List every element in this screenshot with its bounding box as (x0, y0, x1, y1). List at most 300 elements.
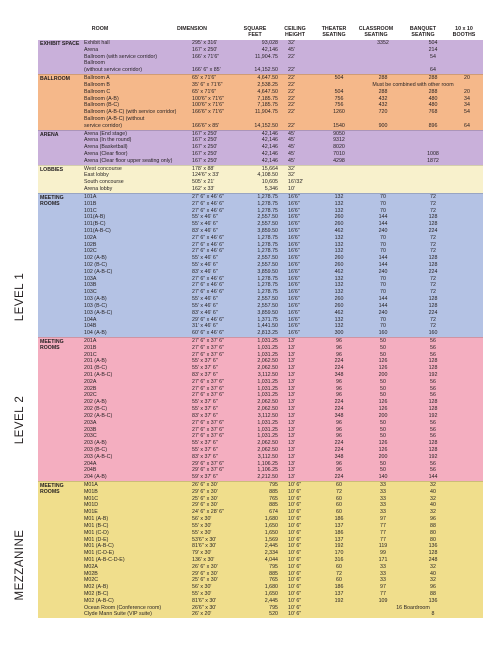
cell-th: 96 (336, 467, 342, 474)
cell-dim: 136' x 30' (192, 556, 215, 563)
table-row (38, 166, 483, 173)
cell-name: M01 (C-D-E) (84, 550, 115, 557)
cell-th: 96 (336, 344, 342, 351)
cell-name: M01 (B-C) (84, 522, 109, 529)
cell-th: 224 (334, 399, 344, 406)
cell-sqft: 765 (269, 577, 278, 584)
cell-name: 203 (B-C) (84, 446, 107, 453)
cell-th: 96 (336, 460, 342, 467)
cell-dim: 35' 6" x 71'6" (192, 81, 223, 88)
cell-cl: 144 (378, 221, 388, 228)
cell-dim: 55' x 46' 6" (192, 214, 218, 221)
cell-name: M01 (A-B) (84, 516, 109, 523)
table-row (38, 172, 483, 179)
cell-bo: 64 (464, 122, 470, 129)
cell-dim: 55' x 37' 6" (192, 446, 218, 453)
cell-name: 203A (84, 419, 97, 426)
table-row (38, 75, 483, 82)
cell-cl: 140 (378, 474, 388, 481)
cell-bq: 288 (428, 75, 438, 82)
cell-cl: 50 (380, 344, 386, 351)
cell-ceil: 10' 6" (288, 597, 302, 604)
cell-ceil: 22' (288, 75, 295, 82)
cell-sqft: 2,334 (264, 550, 278, 557)
cell-bq: 56 (430, 419, 436, 426)
cell-dim: 79' x 30' (192, 550, 212, 557)
cell-cl: 50 (380, 433, 386, 440)
cell-name: 204B (84, 467, 97, 474)
cell-th: 96 (336, 385, 342, 392)
cell-th: 96 (336, 433, 342, 440)
cell-sqft: 93,028 (261, 40, 278, 46)
cell-cl: 119 (378, 543, 388, 550)
header-classroom: CLASSROOM SEATING (358, 26, 394, 38)
cell-sqft: 2,212.50 (257, 474, 278, 481)
cell-bq: 72 (430, 289, 436, 296)
table-row (38, 577, 483, 584)
header-banquet: BANQUET SEATING (409, 26, 437, 38)
cell-sqft: 3,112.50 (257, 372, 278, 378)
cell-dim: 81'6" x 30' (192, 597, 217, 604)
cell-dim: 167' x 250' (192, 137, 218, 144)
cell-dim: 55' x 46' 6" (192, 262, 218, 268)
cell-cl: 70 (380, 200, 386, 207)
cell-sqft: 2,557.50 (257, 255, 278, 262)
cell-sqft: 1,278.75 (257, 282, 278, 289)
cell-bq: 136 (428, 597, 438, 604)
cell-th: 7010 (333, 151, 345, 157)
cell-th: 260 (334, 221, 344, 228)
cell-cl: 200 (378, 372, 388, 378)
cell-th: 137 (334, 591, 344, 597)
cell-th: 132 (334, 323, 344, 330)
cell-sqft: 2,557.50 (257, 221, 278, 228)
cell-sqft: 1,278.75 (257, 193, 278, 200)
table-row (38, 345, 483, 352)
cell-sqft: 42,146 (261, 151, 278, 157)
cell-cl: 33 (380, 577, 386, 584)
cell-bq: 88 (430, 522, 436, 529)
cell-ceil: 16'6" (288, 316, 300, 323)
table-row (38, 179, 483, 186)
cell-th: 60 (336, 502, 342, 509)
cell-th: 756 (334, 95, 344, 102)
cell-cl: 50 (380, 378, 386, 385)
cell-th: 192 (334, 543, 344, 550)
cell-th: 260 (334, 302, 344, 309)
cell-bq: 56 (430, 337, 436, 344)
cell-sqft: 1,106.25 (257, 467, 278, 474)
table-row (38, 242, 483, 249)
cell-bq: 144 (428, 474, 438, 481)
section-title: LOBBIES (40, 166, 64, 173)
cell-cl: 240 (378, 227, 388, 234)
cell-bq: 128 (428, 255, 438, 262)
cell-sqft: 14,152.50 (254, 122, 278, 129)
cell-cl: 70 (380, 275, 386, 282)
table-row (38, 433, 483, 440)
cell-cl: 50 (380, 426, 386, 433)
cell-ceil: 13' (288, 412, 295, 419)
cell-sqft: 765 (269, 495, 278, 502)
cell-sqft: 1,441.50 (257, 323, 278, 330)
cell-dim: 26' 6" x 30' (192, 563, 218, 570)
cell-sqft: 14,152.50 (254, 67, 278, 74)
cell-bq: 56 (430, 378, 436, 385)
cell-bq: 224 (428, 309, 438, 316)
cell-bo: 34 (464, 95, 470, 102)
cell-dim: 27' 6" x 37' 6" (192, 337, 224, 344)
cell-sqft: 2,445 (264, 543, 278, 550)
cell-sqft: 795 (269, 563, 278, 570)
cell-sqft: 42,146 (261, 46, 278, 53)
cell-dim: 100'6" x 71'6" (192, 102, 224, 109)
cell-ceil: 45' (288, 46, 295, 53)
cell-sqft: 10,605 (261, 179, 278, 186)
cell-name: 204A (84, 460, 97, 467)
table-row (38, 235, 483, 242)
cell-sqft: 1,106.25 (257, 460, 278, 467)
header-theater: THEATER SEATING (321, 26, 347, 38)
cell-name: Ballroom (A-B-C) (with service corridor) (84, 109, 177, 116)
cell-name: Ballroom (A-B-C) (without (84, 115, 145, 122)
cell-name: 202 (A-B-C) (84, 412, 113, 419)
cell-ceil: 13' (288, 433, 295, 440)
table-row (38, 228, 483, 235)
table-row (38, 338, 483, 345)
cell-bq: 192 (428, 412, 438, 419)
cell-name: South concourse (84, 179, 124, 186)
cell-sqft: 1,650 (264, 529, 278, 536)
cell-bq: 128 (428, 406, 438, 413)
cell-sqft: 42,146 (261, 157, 278, 164)
cell-th: 224 (334, 358, 344, 365)
cell-cl: 50 (380, 460, 386, 467)
table-row (38, 399, 483, 406)
cell-sqft: 3,859.50 (257, 227, 278, 234)
cell-th: 132 (334, 193, 344, 200)
table-row (38, 151, 483, 158)
cell-sqft: 1,031.25 (257, 392, 278, 399)
table-row (38, 201, 483, 208)
cell-name: 101C (84, 207, 97, 214)
cell-ceil: 16'6" (288, 227, 300, 234)
cell-dim: 167' x 250' (192, 46, 218, 53)
cell-name: 103C (84, 289, 97, 296)
cell-bq: 56 (430, 385, 436, 392)
cell-name: 102 (A-B-C) (84, 268, 113, 275)
table-row (38, 440, 483, 447)
cell-ceil: 16'6" (288, 275, 300, 282)
header-ceiling: CEILING HEIGHT (284, 26, 306, 38)
cell-name: 203C (84, 433, 97, 440)
cell-cl: 288 (378, 88, 388, 95)
cell-th: 186 (334, 529, 344, 536)
cell-sqft: 2,557.50 (257, 296, 278, 303)
table-row (38, 131, 483, 138)
level-2-label: LEVEL 2 (14, 395, 26, 445)
cell-ceil: 10' 6" (288, 611, 302, 618)
cell-ceil: 32' (288, 172, 295, 179)
cell-th: 192 (334, 597, 344, 604)
section-2 (38, 130, 483, 165)
cell-bq: 56 (430, 467, 436, 474)
cell-dim: 27' 6" x 46' 6" (192, 200, 224, 207)
cell-cl: 288 (378, 75, 388, 82)
cell-cl: 70 (380, 282, 386, 289)
cell-dim: 166' 6" x 85' (192, 67, 221, 74)
cell-th: 96 (336, 392, 342, 399)
cell-dim: 27' 6" x 37' 6" (192, 433, 224, 440)
cell-name: Ballroom (A-B) (84, 95, 119, 102)
table-row (38, 420, 483, 427)
table-row (38, 489, 483, 496)
cell-name: Ballroom B (84, 81, 110, 88)
cell-th: 300 (334, 330, 344, 337)
cell-cl: 144 (378, 255, 388, 262)
cell-th: 462 (334, 309, 344, 316)
table-row (38, 89, 483, 96)
section-1 (38, 74, 483, 130)
level-labels (0, 0, 36, 663)
cell-sqft: 885 (269, 488, 278, 495)
cell-name: 201 (A-B-C) (84, 372, 113, 378)
cell-th: 260 (334, 296, 344, 303)
cell-name: M01 (A-B-C) (84, 543, 114, 550)
cell-th: 96 (336, 337, 342, 344)
cell-name: M02 (A-B-C) (84, 597, 114, 604)
section-title: EXHIBIT SPACE (40, 41, 80, 47)
table-row (38, 571, 483, 578)
cell-ceil: 22' (288, 95, 295, 102)
cell-name: M01 (D-E) (84, 536, 109, 543)
cell-name: 103 (A-B-C) (84, 309, 113, 316)
cell-name: 201C (84, 351, 97, 358)
cell-sqft: 2,557.50 (257, 302, 278, 309)
cell-th: 170 (334, 550, 344, 557)
cell-name: M02A (84, 563, 98, 570)
cell-sqft: 42,146 (261, 144, 278, 151)
cell-dim: 178' x 88' (192, 165, 215, 172)
cell-ceil: 13' (288, 453, 295, 460)
cell-name: 104B (84, 323, 97, 330)
table-row (38, 54, 483, 61)
cell-dim: 83' x 37' 6" (192, 453, 218, 460)
table-row (38, 509, 483, 516)
cell-name: Clyde Mann Suite (VIP suite) (84, 611, 152, 618)
cell-dim: 24' 6" x 28' 6" (192, 509, 224, 516)
cell-cl: 33 (380, 509, 386, 516)
cell-sqft: 1,278.75 (257, 241, 278, 248)
cell-bq: 64 (430, 67, 436, 74)
table-row (38, 109, 483, 116)
cell-th: 96 (336, 419, 342, 426)
table-row (38, 406, 483, 413)
cell-name: 202B (84, 385, 97, 392)
cell-sqft: 2,557.50 (257, 262, 278, 268)
cell-bo: 34 (464, 102, 470, 109)
cell-bq: 128 (428, 446, 438, 453)
cell-th: 504 (334, 88, 344, 95)
cell-sqft: 795 (269, 604, 278, 611)
cell-cl: 33 (380, 570, 386, 577)
cell-dim: 56' x 30' (192, 584, 212, 591)
cell-ceil: 13' (288, 365, 295, 372)
header-sqft: SQUARE FEET (243, 26, 267, 38)
section-4 (38, 193, 483, 337)
cell-bq: 214 (428, 46, 438, 53)
table-row (38, 543, 483, 550)
cell-dim: 55' x 37' 6" (192, 358, 218, 365)
cell-ceil: 13' (288, 446, 295, 453)
cell-dim: 25' 6" x 30' (192, 495, 218, 502)
cell-bq: 32 (430, 495, 436, 502)
cell-ceil: 13' (288, 351, 295, 358)
cell-ceil: 16'6" (288, 309, 300, 316)
cell-dim: 162' x 33' (192, 186, 215, 193)
cell-ceil: 13' (288, 378, 295, 385)
cell-dim: 29' 6" x 30' (192, 570, 218, 577)
cell-bq: 72 (430, 316, 436, 323)
cell-name: Ballroom (B-C) (84, 102, 120, 109)
cell-sqft: 520 (269, 611, 278, 618)
cell-th: 16 Boardroom (396, 604, 430, 611)
cell-sqft: 5,346 (264, 186, 278, 193)
cell-ceil: 10' 6" (288, 543, 302, 550)
cell-th: 504 (334, 75, 344, 82)
cell-th: 756 (334, 102, 344, 109)
table-row (38, 82, 483, 89)
cell-name: 203 (A-B-C) (84, 453, 113, 460)
cell-cl: 70 (380, 289, 386, 296)
cell-cl: 70 (380, 248, 386, 255)
cell-dim: 27' 6" x 46' 6" (192, 241, 224, 248)
cell-ceil: 16'6" (288, 302, 300, 309)
cell-cl: 70 (380, 207, 386, 214)
cell-cl: 77 (380, 522, 386, 529)
cell-th: 224 (334, 440, 344, 447)
table-row (38, 330, 483, 337)
cell-dim: 27' 6" x 46' 6" (192, 275, 224, 282)
cell-ceil: 16'6" (288, 268, 300, 275)
cell-th: 1540 (333, 122, 345, 129)
cell-dim: 55' x 37' 6" (192, 399, 218, 406)
cell-bq: 72 (430, 207, 436, 214)
table-row (38, 289, 483, 296)
cell-name: 202 (A-B) (84, 399, 107, 406)
cell-name: Arena (End stage) (84, 130, 127, 137)
cell-cl: 77 (380, 591, 386, 597)
cell-cl: 70 (380, 193, 386, 200)
cell-th: Must be combined with other room (372, 81, 454, 88)
cell-th: 462 (334, 268, 344, 275)
cell-name: Ocean Room (Conference room) (84, 604, 162, 611)
cell-dim: 505' x 21' (192, 179, 215, 186)
mezzanine-label: MEZZANINE (14, 529, 26, 601)
section-title: MEETING ROOMS (40, 194, 64, 208)
table-row (38, 194, 483, 201)
cell-ceil: 45' (288, 151, 295, 157)
cell-th: 348 (334, 453, 344, 460)
cell-bq: 248 (428, 556, 438, 563)
cell-cl: 77 (380, 529, 386, 536)
cell-sqft: 2,062.50 (257, 365, 278, 372)
cell-name: 101(B-C) (84, 221, 106, 228)
cell-ceil: 10' 6" (288, 584, 302, 591)
cell-cl: 432 (378, 102, 388, 109)
cell-th: 132 (334, 275, 344, 282)
cell-sqft: 3,859.50 (257, 268, 278, 275)
cell-dim: 53'6" x 30' (192, 536, 217, 543)
table-row (38, 482, 483, 489)
cell-ceil: 22' (288, 81, 295, 88)
cell-cl: 50 (380, 337, 386, 344)
table-row (38, 116, 483, 123)
cell-ceil: 10' 6" (288, 529, 302, 536)
cell-ceil: 22' (288, 109, 295, 116)
cell-ceil: 16'6" (288, 262, 300, 268)
cell-sqft: 4,647.50 (257, 88, 278, 95)
cell-sqft: 11,904.75 (254, 109, 278, 116)
table-row (38, 591, 483, 598)
cell-ceil: 10' 6" (288, 556, 302, 563)
table-row (38, 208, 483, 215)
cell-name: Ballroom (with service corridor) (84, 53, 157, 60)
cell-name: 102 (B-C) (84, 262, 107, 268)
table-row (38, 461, 483, 468)
cell-dim: 29' 6" x 46' 6" (192, 316, 224, 323)
cell-th: 96 (336, 351, 342, 358)
cell-cl: 900 (378, 122, 388, 129)
cell-sqft: 1,031.25 (257, 378, 278, 385)
cell-ceil: 16'6" (288, 221, 300, 228)
cell-sqft: 4,647.50 (257, 75, 278, 82)
cell-bq: 224 (428, 227, 438, 234)
table-row (38, 310, 483, 317)
cell-sqft: 2,062.50 (257, 399, 278, 406)
cell-cl: 3352 (377, 40, 389, 46)
cell-dim: 29' 6" x 30' (192, 488, 218, 495)
cell-th: 60 (336, 577, 342, 584)
table-row (38, 282, 483, 289)
cell-sqft: 1,650 (264, 591, 278, 597)
cell-name: Ballroom C (84, 88, 111, 95)
cell-name: M02B (84, 570, 98, 577)
cell-cl: 432 (378, 95, 388, 102)
cell-name: 203B (84, 426, 97, 433)
cell-sqft: 885 (269, 570, 278, 577)
cell-dim: 83' x 46' 6" (192, 227, 218, 234)
cell-sqft: 1,680 (264, 516, 278, 523)
cell-dim: 26' 6" x 30' (192, 482, 218, 488)
cell-bq: 128 (428, 302, 438, 309)
cell-bq: 288 (428, 88, 438, 95)
table-row (38, 47, 483, 54)
cell-th: 72 (336, 488, 342, 495)
cell-ceil: 13' (288, 440, 295, 447)
cell-cl: 50 (380, 419, 386, 426)
cell-name: service corridor) (84, 122, 122, 129)
cell-ceil: 45' (288, 157, 295, 164)
cell-cl: 50 (380, 385, 386, 392)
cell-name: Arena (Clear floor) (84, 151, 128, 157)
cell-bq: 32 (430, 563, 436, 570)
table-row (38, 516, 483, 523)
cell-sqft: 4,044 (264, 556, 278, 563)
cell-name: 102B (84, 241, 97, 248)
cell-bq: 72 (430, 200, 436, 207)
cell-th: 316 (334, 556, 344, 563)
